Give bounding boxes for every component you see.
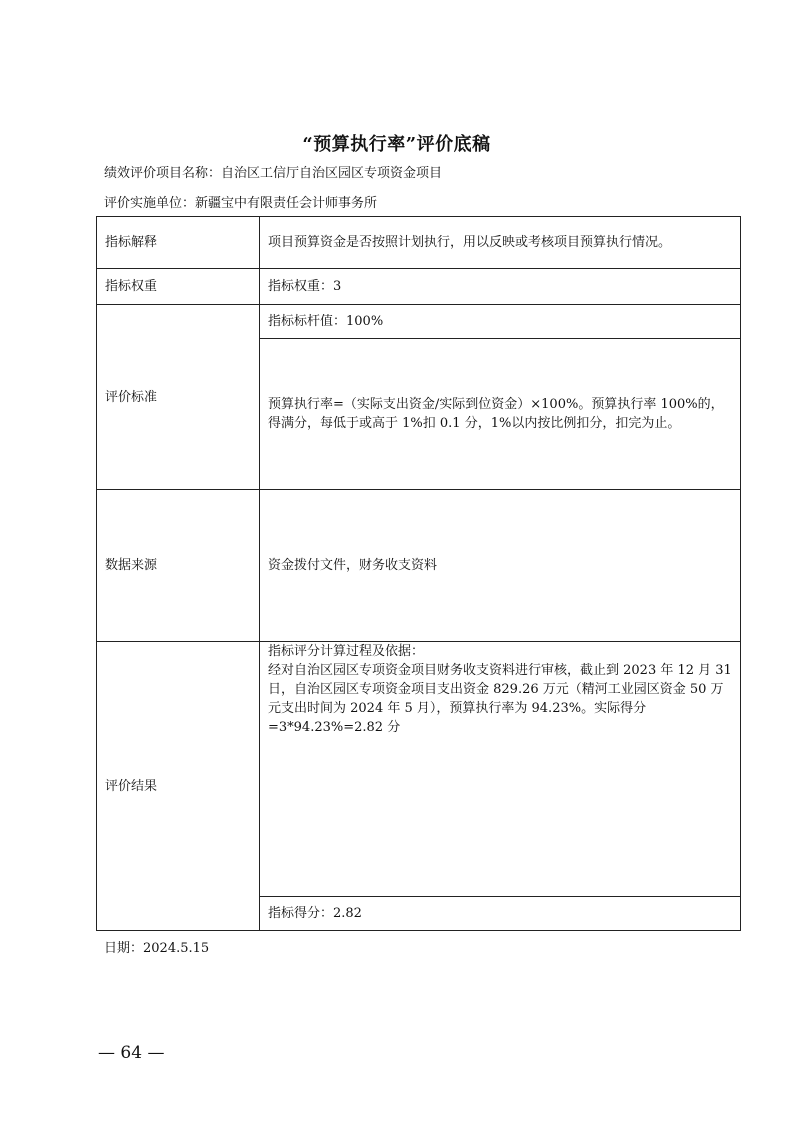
weight-value: 指标权重：3 — [260, 269, 741, 305]
date-line: 日期：2024.5.15 — [104, 941, 210, 956]
row-standard-benchmark — [97, 305, 741, 339]
process-text: 经对自治区园区专项资金项目财务收支资料进行审核，截止到 2023 年 12 月 31 日，自治区园区专项资金项目支出资金 829.26 万元（精河工业园区资金 50 万元支出时间为 2024 年 5 月），预算执行率为 94.23%。实际得分=3*94.23%=2.82 分 — [268, 663, 732, 735]
standard-label: 评价标准 — [97, 305, 260, 490]
source-label: 数据来源 — [97, 490, 260, 642]
benchmark-value: 指标标杆值：100% — [260, 305, 741, 339]
evaluation-table — [96, 216, 741, 931]
page-number: — 64 — — [98, 1043, 165, 1063]
row-data-source — [97, 490, 741, 642]
row-explanation — [97, 217, 741, 269]
row-weight — [97, 269, 741, 305]
source-value: 资金拨付文件，财务收支资料 — [260, 490, 741, 642]
page-title: “预算执行率”评价底稿 — [302, 134, 491, 155]
explain-value: 项目预算资金是否按照计划执行，用以反映或考核项目预算执行情况。 — [260, 217, 741, 269]
explain-label: 指标解释 — [97, 217, 260, 269]
process-heading: 指标评分计算过程及依据： — [268, 644, 425, 659]
project-name: 绩效评价项目名称：自治区工信厅自治区园区专项资金项目 — [104, 166, 443, 181]
score-value: 指标得分：2.82 — [260, 897, 741, 931]
result-label: 评价结果 — [97, 642, 260, 931]
row-result-process — [97, 642, 741, 897]
process-cell — [260, 642, 741, 897]
weight-label: 指标权重 — [97, 269, 260, 305]
evaluation-unit: 评价实施单位：新疆宝中有限责任会计师事务所 — [104, 196, 378, 211]
standard-value: 预算执行率=（实际支出资金/实际到位资金）×100%。预算执行率 100%的，得满分，每低于或高于 1%扣 0.1 分，1%以内按比例扣分，扣完为止。 — [260, 339, 741, 490]
